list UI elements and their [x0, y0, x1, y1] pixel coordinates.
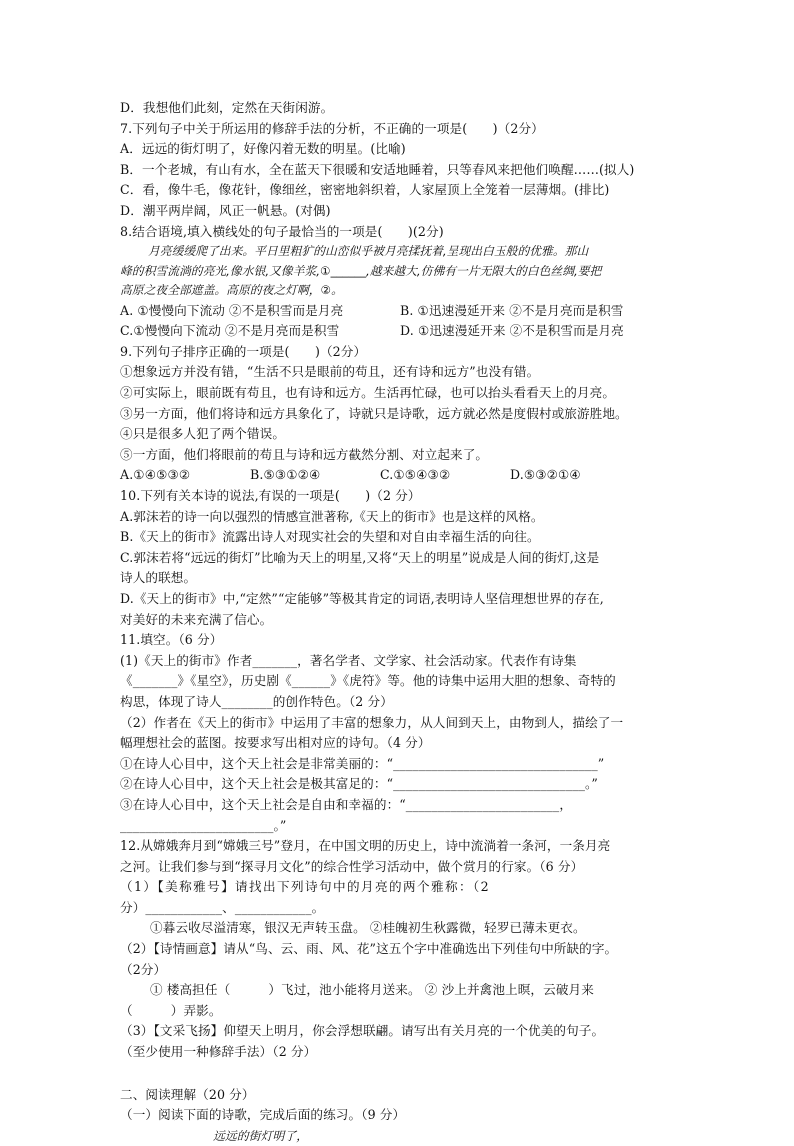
q8-option-d: D. ①迅速漫延开来 ②不是积雪而是月亮 — [400, 323, 624, 339]
q10-option-d-line-2: 对美好的未来充满了信心。 — [120, 611, 273, 627]
q7-option-a: A．远远的街灯明了，好像闪着无数的明星。(比喻) — [120, 141, 406, 157]
q8-passage-line-2: 峰的积雪流淌的亮光,像水银,又像羊浆,①______,越来越大,仿佛有一片无限大的白色丝绸,要把 — [120, 263, 602, 278]
q12-part1-verses: ①暮云收尽溢清寒，银汉无声转玉盘。 ②桂魄初生秋露微，轻罗已薄未更衣。 — [150, 920, 586, 936]
q8-option-c: C.①慢慢向下流动 ②不是月亮而是积雪 — [120, 323, 340, 339]
q10-option-a: A.郭沫若的诗一向以强烈的情感宣泄著称,《天上的街市》也是这样的风格。 — [120, 508, 544, 524]
q12-part3-line-2: （至少使用一种修辞手法）（2 分） — [120, 1044, 317, 1060]
q12-part2-line-4: （ ）弄影。 — [120, 1002, 222, 1018]
q9-sentence-4: ④只是很多人犯了两个错误。 — [120, 426, 286, 442]
exam-page — [120, 98, 685, 1146]
q11-part2-line-5: ③在诗人心目中，这个天上社会是自由和幸福的：“________________________， — [120, 796, 573, 812]
q12-part2-line-3: ① 楼高担任（ ）飞过，池小能将月送来。 ② 沙上并禽池上暝，云破月来 — [150, 982, 594, 998]
q9-option-c: C.①⑤④③② — [380, 467, 451, 483]
q7-stem: 7.下列句子中关于所运用的修辞手法的分析，不正确的一项是( )（2分） — [120, 120, 544, 136]
q9-option-d: D.⑤③②①④ — [510, 467, 581, 483]
q12-stem-line-1: 12.从嫦娥奔月到“嫦娥三号”登月，在中国文明的历史上，诗中流淌着一条河，一条月亮 — [120, 838, 611, 854]
q12-part2-line-2: （2分） — [120, 961, 167, 977]
q11-part1-line-2: 《_______》《星空》，历史剧《______》《虎符》等。他的诗集中运用大胆的想象、奇特的 — [120, 673, 616, 689]
q10-stem: 10.下列有关本诗的说法,有误的一项是( )（2 分） — [120, 488, 421, 503]
q9-sentence-5: ⑤一方面，他们将眼前的苟且与诗和远方截然分割、对立起来了。 — [120, 446, 489, 462]
q7-option-c: C．看，像牛毛，像花针，像细丝，密密地斜织着，人家屋顶上全笼着一层薄烟。(排比) — [120, 182, 610, 198]
q11-part2-line-1: （2）作者在《天上的街市》中运用了丰富的想象力，从人间到天上，由物到人，描绘了一 — [120, 714, 624, 730]
q8-option-a: A. ①慢慢向下流动 ②不是积雪而是月亮 — [120, 302, 344, 318]
q11-part2-line-2: 幅理想社会的蓝图。按要求写出相对应的诗句。（4 分） — [120, 735, 431, 751]
q11-part2-line-4: ②在诗人心目中，这个天上社会是极其富足的：“______________________________。” — [120, 776, 598, 792]
q9-stem: 9.下列句子排序正确的一项是( )（2分） — [120, 343, 367, 359]
q8-passage-line-1: 月亮缓缓爬了出来。平日里粗犷的山峦似乎被月亮揉抚着,呈现出白玉般的优雅。那山 — [148, 244, 589, 259]
q12-part1-line-1: （1）【美称雅号】请找出下列诗句中的月亮的两个雅称：（2 — [120, 879, 491, 895]
q10-option-b: B.《天上的街市》流露出诗人对现实社会的失望和对自由幸福生活的向往。 — [120, 529, 540, 545]
q9-option-b: B.⑤③①②④ — [250, 467, 321, 483]
q11-stem: 11.填空。（6 分） — [120, 632, 223, 648]
q8-options-ab — [120, 301, 685, 322]
section-2-heading: 二、阅读理解（20 分） — [120, 1086, 255, 1102]
q9-sentence-1: ①想象远方并没有错，“生活不只是眼前的苟且，还有诗和远方”也没有错。 — [120, 364, 540, 380]
q12-part2-line-1: （2）【诗情画意】请从“鸟、云、雨、风、花”这五个字中准确选出下列佳句中所缺的字。 — [120, 941, 618, 957]
q8-options-cd — [120, 321, 685, 342]
poem-line-1: 远远的街灯明了， — [213, 1128, 309, 1143]
q9-options — [120, 465, 685, 486]
q11-part1-line-1: (1)《天上的街市》作者_______，著名学者、文学家、社会活动家。代表作有诗集 — [120, 652, 577, 668]
q11-part2-line-3: ①在诗人心目中，这个天上社会是非常美丽的：“________________________________” — [120, 755, 605, 771]
q12-part3-line-1: （3）【文采飞扬】仰望天上明月，你会浮想联翩。请写出有关月亮的一个优美的句子。 — [120, 1023, 605, 1039]
q10-option-c-line-1: C.郭沫若将“远远的街灯”比喻为天上的明星,又将“天上的明星”说成是人间的街灯,这是 — [120, 549, 600, 565]
q9-sentence-3: ③另一方面，他们将诗和远方具象化了，诗就只是诗歌，远方就必然是度假村或旅游胜地。 — [120, 405, 628, 421]
q12-stem-line-2: 之河。让我们参与到“探寻月文化”的综合性学习活动中，做个赏月的行家。（6 分） — [120, 858, 584, 874]
q9-option-a: A.①④⑤③② — [120, 467, 191, 483]
q7-option-d: D．潮平两岸阔，风正一帆悬。(对偶) — [120, 202, 331, 218]
q12-part1-line-2: 分）____________、____________。 — [120, 899, 325, 915]
q7-option-b: B．一个老城，有山有水，全在蓝天下很暖和安适地睡着，只等春风来把他们唤醒……(拟人) — [120, 161, 635, 177]
q8-passage-line-3: 高原之夜全部遮盖。高原的夜之灯啊，②。 — [120, 283, 343, 298]
q11-part2-line-6: ________________________。” — [120, 817, 287, 833]
q10-option-c-line-2: 诗人的联想。 — [120, 570, 197, 586]
q9-sentence-2: ②可实际上，眼前既有苟且，也有诗和远方。生活再忙碌，也可以抬头看看天上的月亮。 — [120, 385, 616, 401]
q8-stem: 8.结合语境,填入横线处的句子最恰当的一项是( )(2分) — [120, 223, 444, 239]
section-2-subheading: （一）阅读下面的诗歌，完成后面的练习。（9 分） — [120, 1107, 406, 1123]
q11-part1-line-3: 构思，体现了诗人________的创作特色。（2 分） — [120, 693, 393, 709]
q8-option-b: B. ①迅速漫延开来 ②不是月亮而是积雪 — [400, 302, 624, 318]
q6-option-d: D．我想他们此刻，定然在天街闲游。 — [120, 100, 334, 115]
q10-option-d-line-1: D.《天上的街市》中,“定然”“定能够”等极其肯定的词语,表明诗人坚信理想世界的存在, — [120, 590, 604, 606]
